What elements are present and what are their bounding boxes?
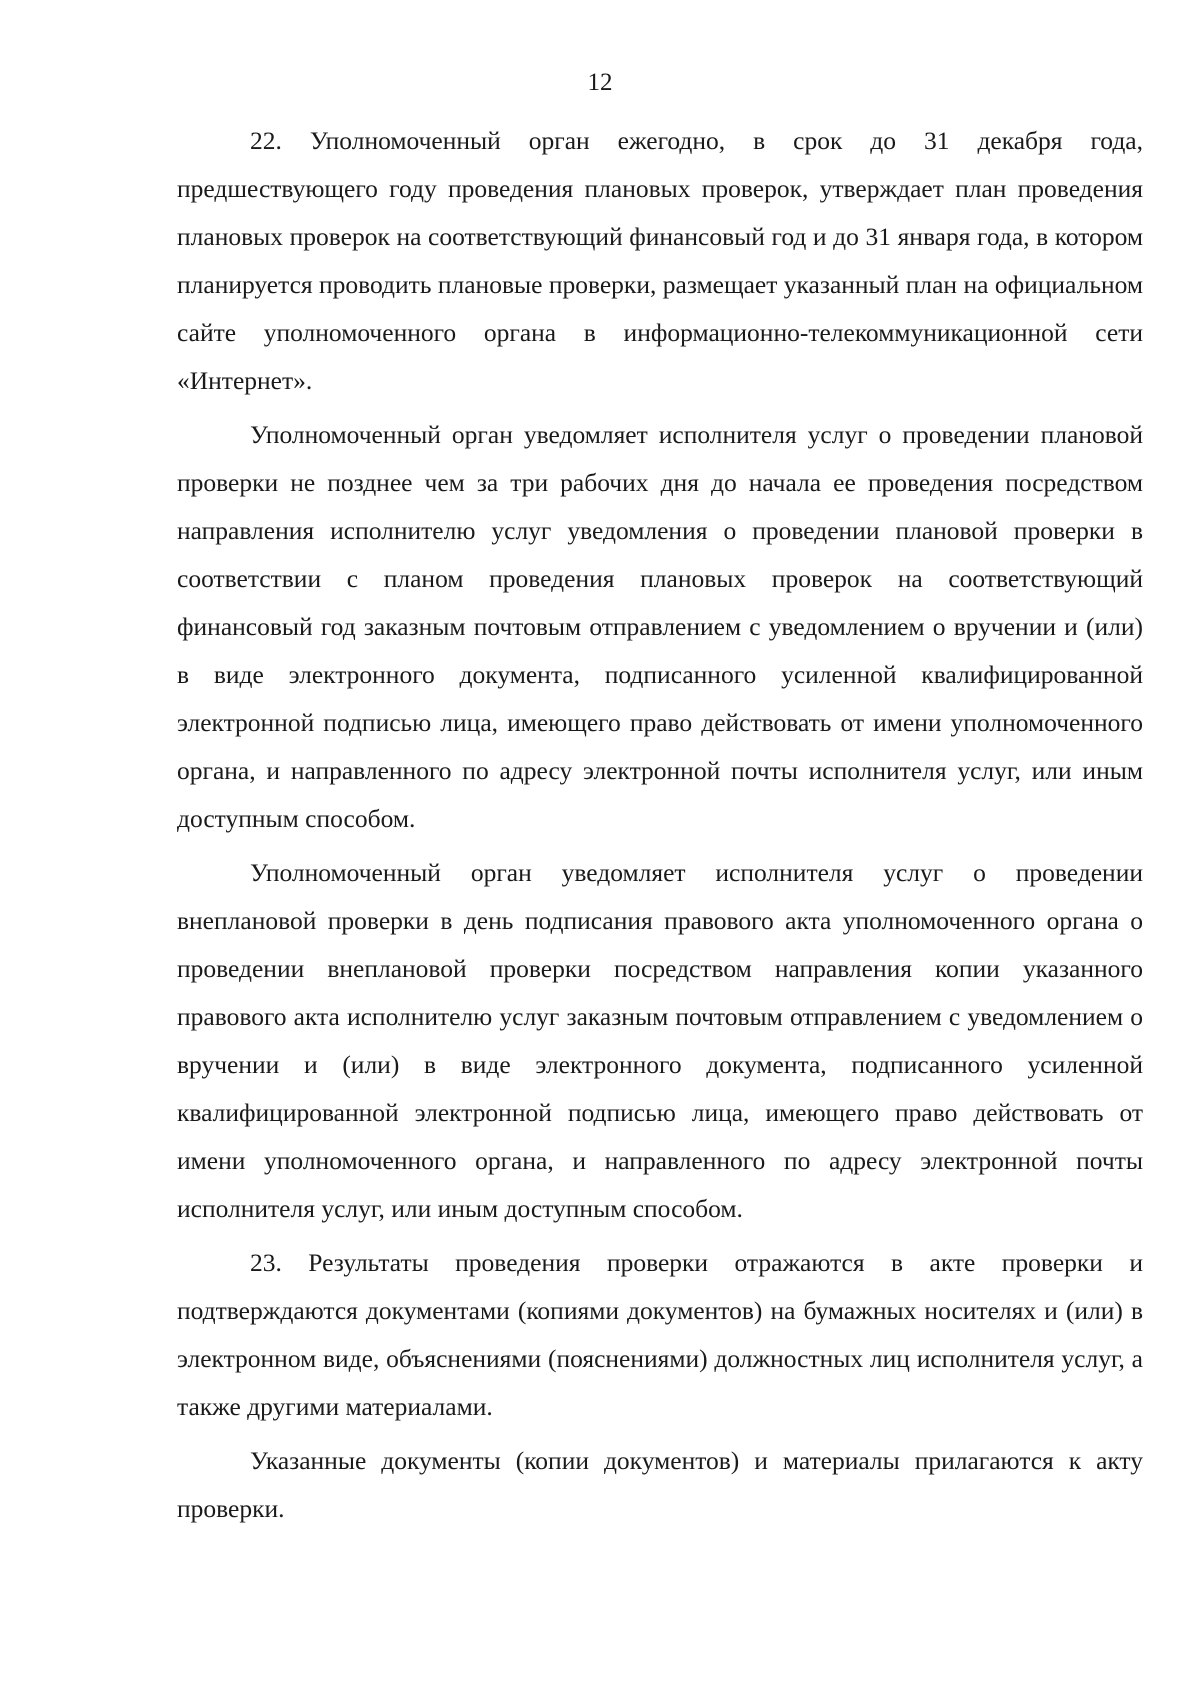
page-number: 12 — [587, 69, 613, 96]
paragraph-attachments: Указанные документы (копии документов) и материалы прилагаются к акту проверки. — [177, 1446, 1143, 1523]
document-body — [177, 117, 1143, 1539]
paragraph-23: 23. Результаты проведения проверки отражаются в акте проверки и подтверждаются документами (копиями документов) на бумажных носителях и (или) в электронном виде, объяснениями (пояснениями) должностных лиц исполнителя услуг, а также другими материалами. — [177, 1248, 1143, 1421]
paragraph-unplanned-notice: Уполномоченный орган уведомляет исполнителя услуг о проведении внеплановой проверки в день подписания правового акта уполномоченного органа о проведении внеплановой проверки посредством направления копии указанного правового акта исполнителю услуг заказным почтовым отправлением с уведомлением о вручении и (или) в виде электронного документа, подписанного усиленной квалифицированной электронной подписью лица, имеющего право действовать от имени уполномоченного органа, и направленного по адресу электронной почты исполнителя услуг, или иным доступным способом. — [177, 858, 1143, 1223]
paragraph-planned-notice: Уполномоченный орган уведомляет исполнителя услуг о проведении плановой проверки не позднее чем за три рабочих дня до начала ее проведения посредством направления исполнителю услуг уведомления о проведении плановой проверки в соответствии с планом проведения плановых проверок на соответствующий финансовый год заказным почтовым отправлением с уведомлением о вручении и (или) в виде электронного документа, подписанного усиленной квалифицированной электронной подписью лица, имеющего право действовать от имени уполномоченного органа, и направленного по адресу электронной почты исполнителя услуг, или иным доступным способом. — [177, 420, 1143, 833]
paragraph-22: 22. Уполномоченный орган ежегодно, в срок до 31 декабря года, предшествующего году проведения плановых проверок, утверждает план проведения плановых проверок на соответствующий финансовый год и до 31 января года, в котором планируется проводить плановые проверки, размещает указанный план на официальном сайте уполномоченного органа в информационно-телекоммуникационной сети «Интернет». — [177, 126, 1143, 395]
